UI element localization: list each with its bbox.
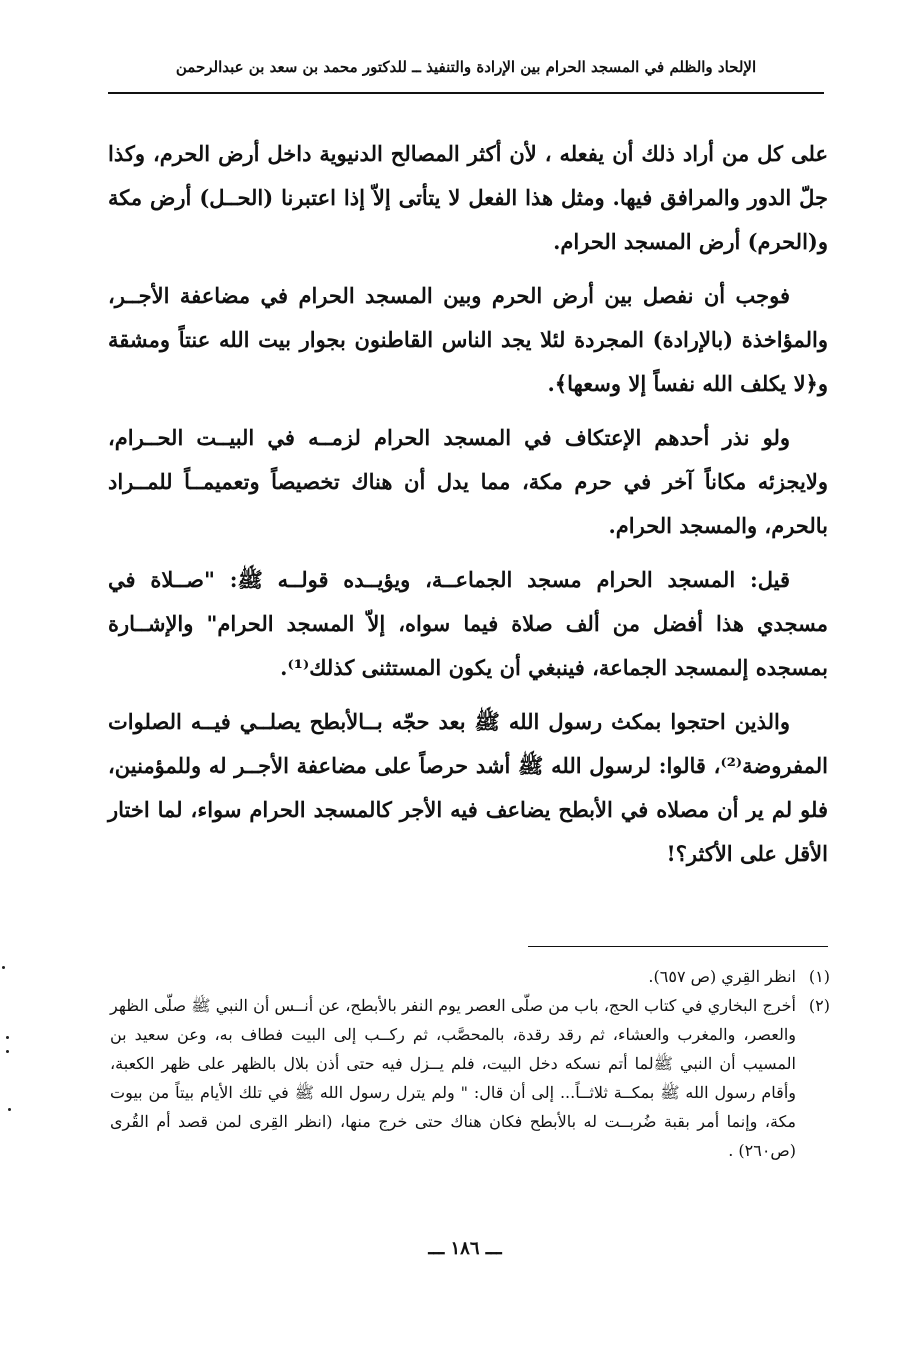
footnote-divider [528, 946, 828, 947]
paragraph-1: على كل من أراد ذلك أن يفعله ، لأن أكثر المصالح الدنيوية داخل أرض الحرم، وكذا جلّ الدور والمرافق فيها. ومثل هذا الفعل لا يتأتى إلاّ إذا اعتبرنا (الحــل) أرض مكة و(الحرم) أرض المسجد الحرام. [108, 141, 828, 254]
footnote-number: (٢) [808, 996, 830, 1015]
page-number: ـــ ١٨٦ ـــ [428, 1238, 502, 1259]
footnote-1 [110, 962, 830, 991]
margin-speck [2, 966, 5, 969]
paragraph-3: ولو نذر أحدهم الإعتكاف في المسجد الحرام لزمــه في البيــت الحــرام، ولايجزئه مكاناً آخر في حرم مكة، مما يدل أن هناك تخصيصاً وتعميمــاً للمــراد بالحرم، والمسجد الحرام. [108, 425, 828, 538]
main-text-body [108, 132, 828, 886]
paragraph-5: والذين احتجوا بمكث رسول الله ﷺ بعد حجّه بــالأبطح يصلــي فيــه الصلوات المفروضة⁽²⁾، قالوا: لرسول الله ﷺ أشد حرصاً على مضاعفة الأجــر له وللمؤمنين، فلو لم ير أن مصلاه في الأبطح يضاعف فيه الأجر كالمسجد الحرام سواء، لما اختار الأقل على الأكثر؟! [108, 709, 828, 866]
footnote-text: أخرج البخاري في كتاب الحج، باب من صلّى العصر يوم النفر بالأبطح، عن أنــس أن النبي ﷺ صلّى الظهر والعصر، والمغرب والعشاء، ثم رقد رقدة، بالمحصَّب، ثم ركــب إلى البيت فطاف به، وعن سعيد بن المسيب أن النبي ﷺلما أتم نسكه دخل البيت، فلم يــزل فيه حتى أذن بلال بالظهر على ظهر الكعبة، وأقام رسول الله ﷺ بمكــة ثلاثــاً... إلى أن قال: " ولم يترل رسول الله ﷺ في تلك الأيام بيتاً من بيوت مكة، وإنما أمر بقبة ضُربــت له بالأبطح فكان هناك حتى خرج منها، (انظر القِرى لمن قصد أم القُرى (ص٢٦٠) . [110, 996, 797, 1160]
footnotes-section [110, 962, 830, 1165]
paragraph-4: قيل: المسجد الحرام مسجد الجماعــة، ويؤيــده قولــه ﷺ: "صــلاة في مسجدي هذا أفضل من ألف صلاة فيما سواه، إلاّ المسجد الحرام" والإشــارة بمسجده إلىمسجد الجماعة، فينبغي أن يكون المستثنى كذلك⁽¹⁾. [108, 567, 828, 680]
margin-speck [6, 1036, 9, 1039]
header-divider [108, 92, 824, 94]
footnote-number: (١) [808, 967, 830, 986]
running-header: الإلحاد والظلم في المسجد الحرام بين الإرادة والتنفيذ ــ للدكتور محمد بن سعد بن عبدالرحمن [175, 58, 757, 76]
footnote-2 [110, 991, 830, 1165]
margin-speck [8, 1108, 11, 1111]
margin-speck [6, 1050, 9, 1053]
footnote-text: انظر القِري (ص ٦٥٧). [648, 967, 796, 986]
paragraph-2: فوجب أن نفصل بين أرض الحرم وبين المسجد الحرام في مضاعفة الأجــر، والمؤاخذة (بالإرادة) المجردة لئلا يجد الناس القاطنون بجوار بيت الله عنتاً ومشقة و﴿لا يكلف الله نفساً إلا وسعها﴾. [108, 283, 828, 396]
